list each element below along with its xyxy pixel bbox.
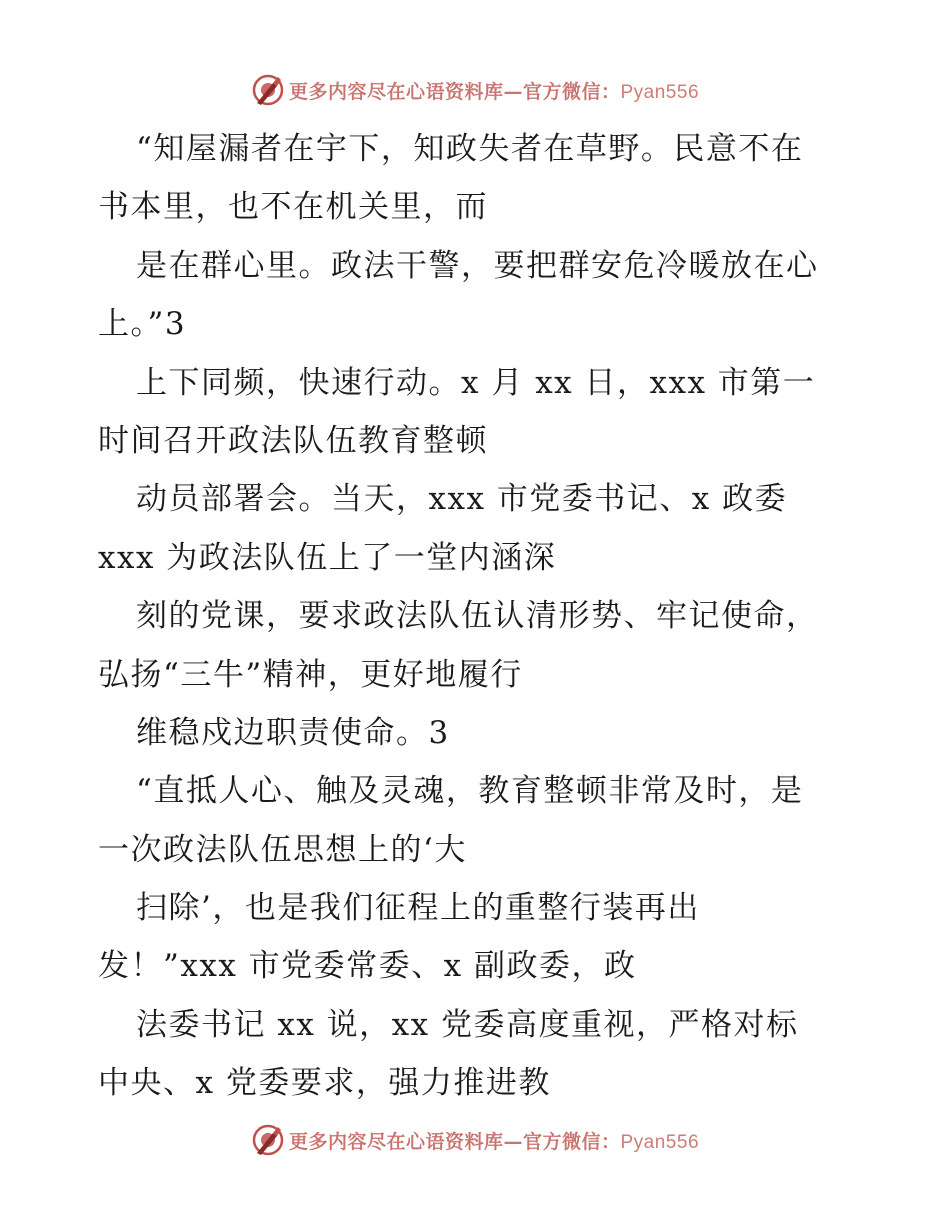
text-line: “直抵人心、触及灵魂，教育整顿非常及时，是	[136, 773, 804, 810]
pen-seal-icon	[251, 1123, 285, 1157]
text-line: 一次政法队伍思想上的‘大	[98, 831, 467, 868]
footer-watermark	[0, 1120, 950, 1160]
text-line: 是在群心里。政法干警，要把群安危冷暖放在心	[136, 247, 819, 284]
document-body	[98, 120, 858, 1113]
text-line: 刻的党课，要求政法队伍认清形势、牢记使命，	[136, 598, 819, 635]
text-line: 弘扬“三牛”精神，更好地履行	[98, 656, 523, 693]
text-line: 上下同频，快速行动。x 月 xx 日，xxx 市第一	[136, 364, 816, 401]
text-line: 时间召开政法队伍教育整顿	[98, 422, 488, 459]
header-watermark	[0, 70, 950, 110]
text-line: 上。”3	[98, 306, 187, 343]
text-line: “知屋漏者在宇下，知政失者在草野。民意不在	[136, 131, 804, 167]
text-line: 书本里，也不在机关里，而	[98, 189, 488, 226]
text-line: 维稳戍边职责使命。3	[136, 714, 450, 751]
text-line: 中央、x 党委要求，强力推进教	[98, 1065, 551, 1102]
text-line: 发！”xxx 市党委常委、x 副政委，政	[98, 948, 637, 985]
text-line: 法委书记 xx 说，xx 党委高度重视，严格对标	[136, 1006, 799, 1043]
text-line: xxx 为政法队伍上了一堂内涵深	[98, 539, 557, 576]
watermark-text: 更多内容尽在心语资料库—官方微信：Pyan556	[288, 80, 700, 103]
text-line: 扫除’，也是我们征程上的重整行装再出	[136, 890, 700, 927]
text-line: 动员部署会。当天，xxx 市党委书记、x 政委	[136, 481, 788, 518]
pen-seal-icon	[251, 73, 285, 107]
watermark-text: 更多内容尽在心语资料库—官方微信：Pyan556	[288, 1130, 700, 1153]
